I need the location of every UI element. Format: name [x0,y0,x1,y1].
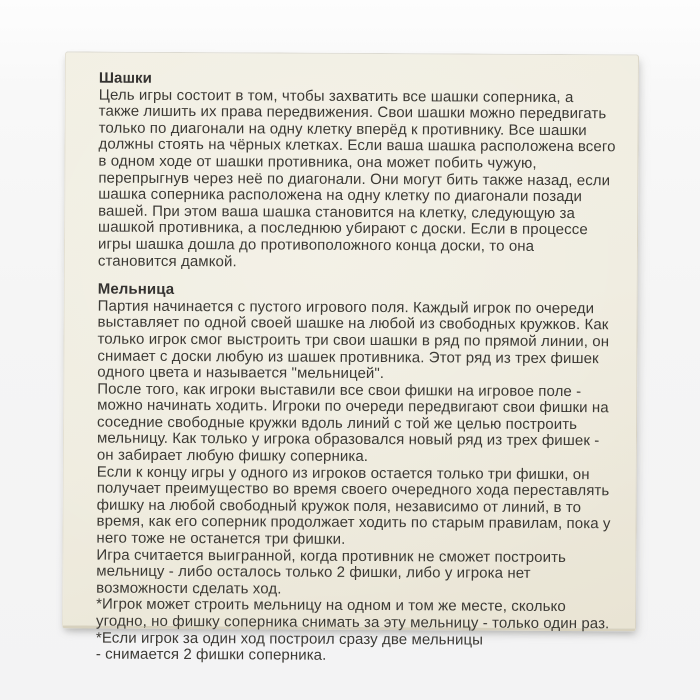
instruction-card [62,51,639,664]
section-mill-paragraph-2: После того, как игроки выставили все свои фишки на игровое поле - можно начинать ходить. Игроки по очереди передвигают свои фишки на соседние свободные кружки вдоль линий с той же целью построить мельницу. Как только у игрока образовался новый ряд из трех фишек - он забирает любую фишку соперника. [96,380,609,466]
card-text [63,52,638,664]
section-mill-heading: Мельница [97,280,175,299]
section-checkers [98,71,618,273]
section-mill-paragraph-6: *Если игрок за один ход построил сразу две мельницы [95,629,484,649]
section-mill-paragraph-7: - снимается 2 фишки соперника. [95,645,327,664]
section-mill-paragraph-4: Игра считается выигранной, когда противник не сможет построить мельницу - либо осталось только 2 фишки, либо у игрока нет возможности сделать ход. [96,546,567,598]
section-mill [96,282,617,666]
section-mill-paragraph-5: *Игрок может строить мельницу на одном и том же месте, сколько угодно, но фишку соперника снимать за эту мельницу - только один раз. [95,595,610,633]
section-mill-paragraph-3: Если к концу игры у одного из игроков остается только три фишки, он получает преимущество во время своего очередного хода переставлять фишку на любой свободный кружок поля, независимо от линий, в то время, как его соперник продолжает ходить по старым правилам, пока у него тоже не останется три фишки. [96,463,611,548]
section-checkers-heading: Шашки [98,69,153,87]
section-checkers-paragraph: Цель игры состоит в том, чтобы захватить все шашки соперника, а также лишить их права передвижения. Свои шашки можно передвигать только по диагонали на одну клетку вперёд к противнику. Все шашки должны стоять на чёрных клетках. Если ваша шашка расположена всего в одном ходе от шашки противника, она может побить чужую, перепрыгнув через неё по диагонали. Они могут бить также назад, если шашка соперника расположена на одну клетку по диагонали позади вашей. При этом ваша шашка становится на клетку, следующую за шашкой противника, а последнюю убирают с доски. Если в процессе игры шашка дошла до противоположного конца доски, то она становится дамкой. [97,86,616,270]
section-mill-paragraph-1: Партия начинается с пустого игрового поля. Каждый игрок по очереди выставляет по одной своей шашке на любой из свободных кружков. Как только игрок смог выстроить три свои шашки в ряд по прямой линии, он снимает с доски любую из шашек противника. Этот ряд из трех фишек одного цвета и называется "мельницей". [97,297,610,383]
